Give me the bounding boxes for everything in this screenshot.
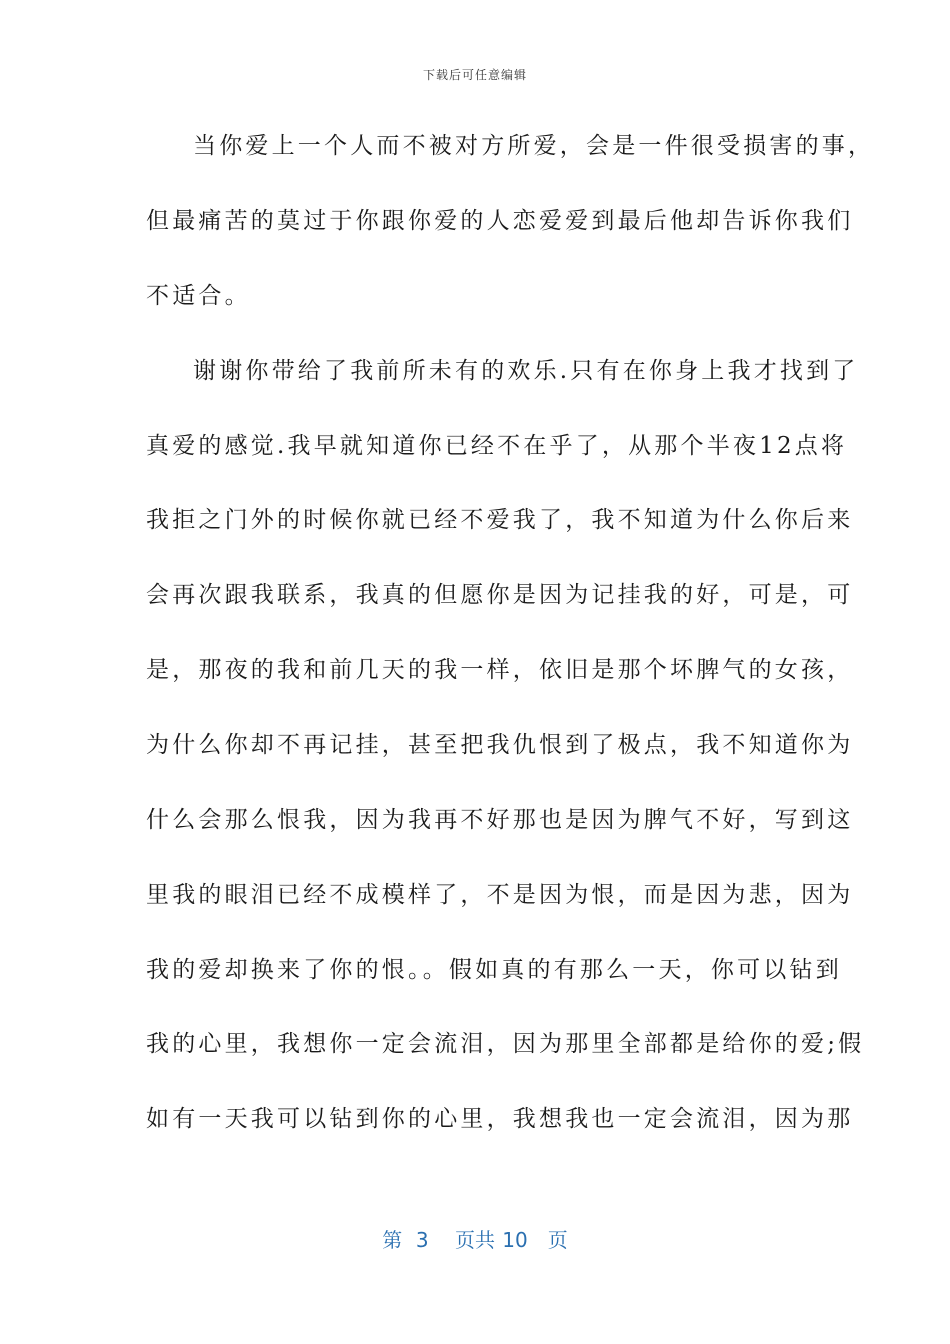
paragraph-line: 里我的眼泪已经不成模样了，不是因为恨，而是因为悲，因为 [146,882,854,908]
paragraph-line: 什么会那么恨我，因为我再不好那也是因为脾气不好，写到这 [146,807,854,833]
footer-middle: 页共 [455,1228,495,1252]
paragraph-line: 当你爱上一个人而不被对方所爱，会是一件很受损害的事， [193,133,875,159]
page-footer [0,1224,950,1253]
total-pages-number: 10 [502,1228,528,1252]
paragraph-line: 是，那夜的我和前几天的我一样，依旧是那个坏脾气的女孩， [146,657,854,683]
paragraph-line: 我的心里，我想你一定会流泪，因为那里全部都是给你的爱;假 [146,1031,865,1057]
header-note: 下载后可任意编辑 [422,68,527,82]
paragraph-line: 但最痛苦的莫过于你跟你爱的人恋爱爱到最后他却告诉你我们 [146,208,854,234]
current-page-number: 3 [415,1228,429,1252]
footer-prefix: 第 [382,1228,403,1252]
paragraph-line: 真爱的感觉.我早就知道你已经不在乎了，从那个半夜12点将 [146,433,848,459]
paragraph-line: 为什么你却不再记挂，甚至把我仇恨到了极点，我不知道你为 [146,732,854,758]
paragraph-line: 谢谢你带给了我前所未有的欢乐.只有在你身上我才找到了 [193,358,859,384]
paragraph-line: 不适合。 [146,283,251,309]
paragraph-line: 我的爱却换来了你的恨。。假如真的有那么一天，你可以钻到 [146,957,842,983]
paragraph-line: 会再次跟我联系，我真的但愿你是因为记挂我的好，可是，可 [146,582,854,608]
paragraph-line: 如有一天我可以钻到你的心里，我想我也一定会流泪，因为那 [146,1106,854,1132]
paragraph-line: 我拒之门外的时候你就已经不爱我了，我不知道为什么你后来 [146,507,854,533]
footer-suffix: 页 [547,1228,568,1252]
